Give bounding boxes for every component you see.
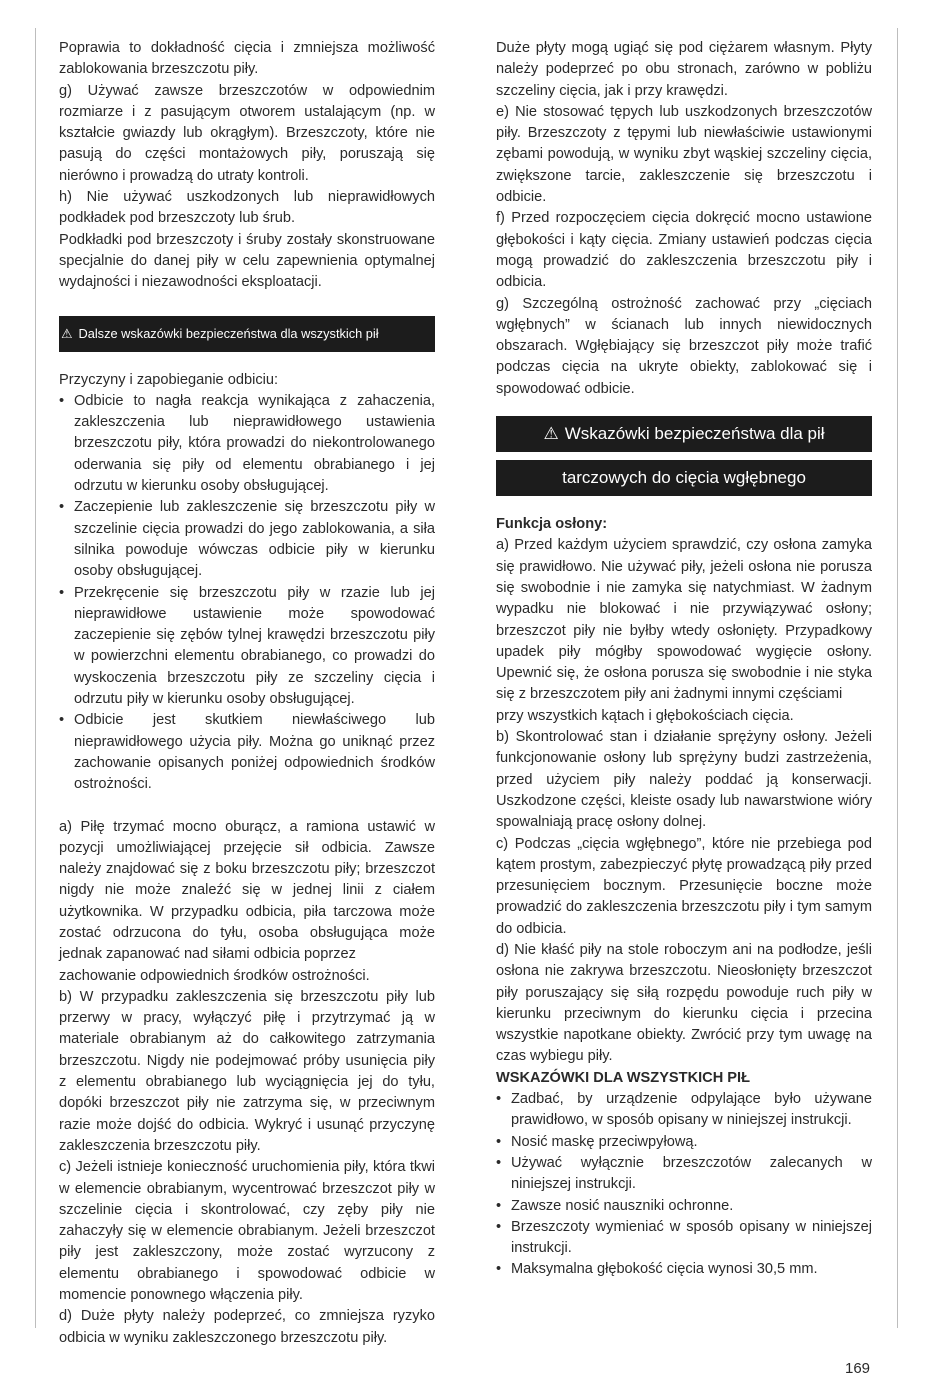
paragraph: g) Używać zawsze brzeszczotów w odpowiednim rozmiarze i z pasującym otworem ustalającym (np. w kształcie gwiazdy lub okrągłym). Brzeszczoty, które nie pasują do części montażowych piły, poruszają się nierówno i prowadzą do utraty kontroli. xyxy=(59,82,435,184)
paragraph: Duże płyty mogą ugiąć się pod ciężarem własnym. Płyty należy podeprzeć po obu stronach, zarówno w pobliżu szczeliny cięcia, jak i przy krawędzi. xyxy=(496,40,872,99)
paragraph: b) Skontrolować stan i działanie sprężyny osłony. Jeżeli funkcjonowanie osłony lub sprężyny budzi zastrzeżenia, przed użyciem piły należy poddać ją konserwacji. Uszkodzone części, kleiste osady lub nawarstwione wióry spowalniają pracę osłony dolnej. xyxy=(496,729,872,831)
paragraph: f) Przed rozpoczęciem cięcia dokręcić mocno ustawione głębokości i kąty cięcia. Zmiany ustawień podczas cięcia mogą prowadzić do zakleszczenia brzeszczotu piły i odbicia. xyxy=(496,210,872,291)
list-item: • Brzeszczoty wymieniać w sposób opisany w niniejszej instrukcji. xyxy=(496,1217,872,1260)
left-column xyxy=(59,38,435,1349)
paragraph: g) Szczególną ostrożność zachować przy „cięciach wgłębnych” w ścianach lub innych niewidocznych obszarach. Wgłębiający się brzeszczot piły może trafić podczas cięcia na ukryte obiekty, zablokować się i spowodować odbicie. xyxy=(496,295,872,397)
section-title-all-saws: WSKAZÓWKI DLA WSZYSTKICH PIŁ xyxy=(496,1069,751,1086)
paragraph: a) Przed każdym użyciem sprawdzić, czy osłona zamyka się prawidłowo. Nie używać piły, jeżeli osłona nie porusza się swobodnie i nie zamyka się natychmiast. W żadnym wypadku nie blokować i nie przywiązywać osłony; brzeszczot piły nie byłby wtedy osłonięty. Przypadkowy upadek piły mógłby spowodować wygięcie osłony. Upewnić się, że osłona porusza się swobodnie i nie styka się z brzeszczotem piły ani żadnymi innymi częściami xyxy=(496,537,872,703)
list-item: • Zaczepienie lub zakleszczenie się brzeszczotu piły w szczelinie cięcia prowadzi do jego zablokowania, a siła silnika powoduje wówczas odbicie piły w kierunku osoby obsługującej. xyxy=(59,497,435,582)
paragraph: Poprawia to dokładność cięcia i zmniejsza możliwość zablokowania brzeszczotu piły. xyxy=(59,40,435,78)
list-item: • Odbicie to nagła reakcja wynikająca z zahaczenia, zakleszczenia lub nieprawidłowego ustawienia brzeszczotu piły, która prowadzi do niekontrolowanego oderwania się piły od elementu obrabianego i jej odrzutu w kierunku osoby obsługującej. xyxy=(59,391,435,497)
paragraph: d) Duże płyty należy podeprzeć, co zmniejsza ryzyko odbicia w wyniku zakleszczonego brzeszczotu piły. xyxy=(59,1308,435,1346)
paragraph: zachowanie odpowiednich środków ostrożności. xyxy=(59,967,370,984)
right-column xyxy=(496,38,872,1281)
kickback-heading: Przyczyny i zapobieganie odbiciu: xyxy=(59,371,279,388)
paragraph: przy wszystkich kątach i głębokościach cięcia. xyxy=(496,707,794,724)
list-item: • Używać wyłącznie brzeszczotów zalecanych w niniejszej instrukcji. xyxy=(496,1153,872,1196)
right-margin-rule xyxy=(897,28,898,1328)
paragraph: h) Nie używać uszkodzonych lub nieprawidłowych podkładek pod brzeszczoty lub śrub. xyxy=(59,189,435,227)
all-saws-list xyxy=(496,1089,872,1281)
paragraph: c) Jeżeli istnieje konieczność uruchomienia piły, która tkwi w elemencie obrabianym, wycentrować brzeszczot piły w szczelinie cięcia i skontrolować, czy zęby piły nie zahaczyły się w elemencie obrabianym. Jeżeli brzeszczot piły jest zakleszczony, może zostać wyrzucony z elementu obrabianego i spowodować odbicie w momencie ponownego włączenia piły. xyxy=(59,1159,435,1304)
list-item: • Zawsze nosić nauszniki ochronne. xyxy=(496,1196,872,1217)
banner-label: tarczowych do cięcia wgłębnego xyxy=(562,468,806,488)
section-banner-plunge-saw-line1 xyxy=(496,416,872,452)
paragraph: a) Piłę trzymać mocno oburącz, a ramiona ustawić w pozycji umożliwiającej przejęcie sił odbicia. Zawsze należy znajdować się z boku brzeszczotu piły; brzeszczot nigdy nie może znaleźć się w jednej linii z ciałem użytkownika. W przypadku odbicia, piła tarczowa może zostać odrzucona do tyłu, osoba obsługująca może jednak zapanować nad siłami odbicia poprzez xyxy=(59,818,435,963)
paragraph: b) W przypadku zakleszczenia się brzeszczotu piły lub przerwy w pracy, wyłączyć piłę i przytrzymać ją w materiale obrabianym aż do całkowitego zatrzymania brzeszczotu. Nigdy nie podejmować próby usunięcia piły z elementu obrabianego lub wyciągnięcia jej do tyłu, dopóki brzeszczot piły nie zatrzyma się, w przeciwnym razie może dojść do odbicia. Wykryć i usunąć przyczynę zakleszczenia brzeszczotu piły. xyxy=(59,988,435,1154)
list-item: • Nosić maskę przeciwpyłową. xyxy=(496,1132,872,1153)
banner-label: Wskazówki bezpieczeństwa dla pił xyxy=(564,424,825,444)
list-item: • Zadbać, by urządzenie odpylające było używane prawidłowo, w sposób opisany w niniejszej instrukcji. xyxy=(496,1089,872,1132)
list-item: • Odbicie jest skutkiem niewłaściwego lub nieprawidłowego użycia piły. Można go uniknąć przez zachowanie opisanych poniżej odpowiednich środków ostrożności. xyxy=(59,710,435,795)
banner-label: Dalsze wskazówki bezpieczeństwa dla wszystkich pił xyxy=(78,326,379,342)
guard-heading: Funkcja osłony: xyxy=(496,516,608,533)
paragraph: Podkładki pod brzeszczoty i śruby zostały skonstruowane specjalnie do danej piły w celu zapewnienia optymalnej wydajności i niezawodności eksploatacji. xyxy=(59,231,435,291)
warning-triangle-icon: ⚠ xyxy=(61,325,73,341)
paragraph: e) Nie stosować tępych lub uszkodzonych brzeszczotów piły. Brzeszczoty z tępymi lub niewłaściwie ustawionymi zębami powodują, w wyniku zbyt wąskiej szczeliny cięcia, zwiększone tarcie, zakleszczenie się brzeszczotu i odbicie. xyxy=(496,103,872,206)
list-item: • Przekręcenie się brzeszczotu piły w rzazie lub jej nieprawidłowe ustawienie może spowodować zaczepienie się zębów tylnej krawędzi brzeszczotu piły w powierzchni elementu obrabianego, co prowadzi do wyskoczenia brzeszczotu piły ze szczeliny cięcia i odrzutu piły w kierunku osoby obsługującej. xyxy=(59,583,435,711)
section-banner-further-safety xyxy=(59,316,435,352)
paragraph: c) Podczas „cięcia wgłębnego”, które nie przebiega pod kątem prostym, zabezpieczyć płytę prowadzącą piły przed przesunięciem bocznym. Przesunięcie boczne może prowadzić do zakleszczenia brzeszczotu piły i tym samym do odbicia. xyxy=(496,835,872,937)
list-item: • Maksymalna głębokość cięcia wynosi 30,5 mm. xyxy=(496,1259,872,1280)
section-banner-plunge-saw-line2 xyxy=(496,460,872,496)
warning-triangle-icon: ⚠ xyxy=(543,424,559,444)
paragraph: d) Nie kłaść piły na stole roboczym ani na podłodze, jeśli osłona nie zakrywa brzeszczotu. Nieosłonięty brzeszczot piły poruszający się siłą rozpędu powoduje ruch piły w kierunku przeciwnym do kierunku cięcia i przecina wszystkie napotkane obiekty. Zwrócić przy tym uwagę na czas wybiegu piły. xyxy=(496,941,872,1065)
left-margin-rule xyxy=(35,28,36,1328)
kickback-list xyxy=(59,391,435,796)
page-number: 169 xyxy=(845,1360,871,1377)
